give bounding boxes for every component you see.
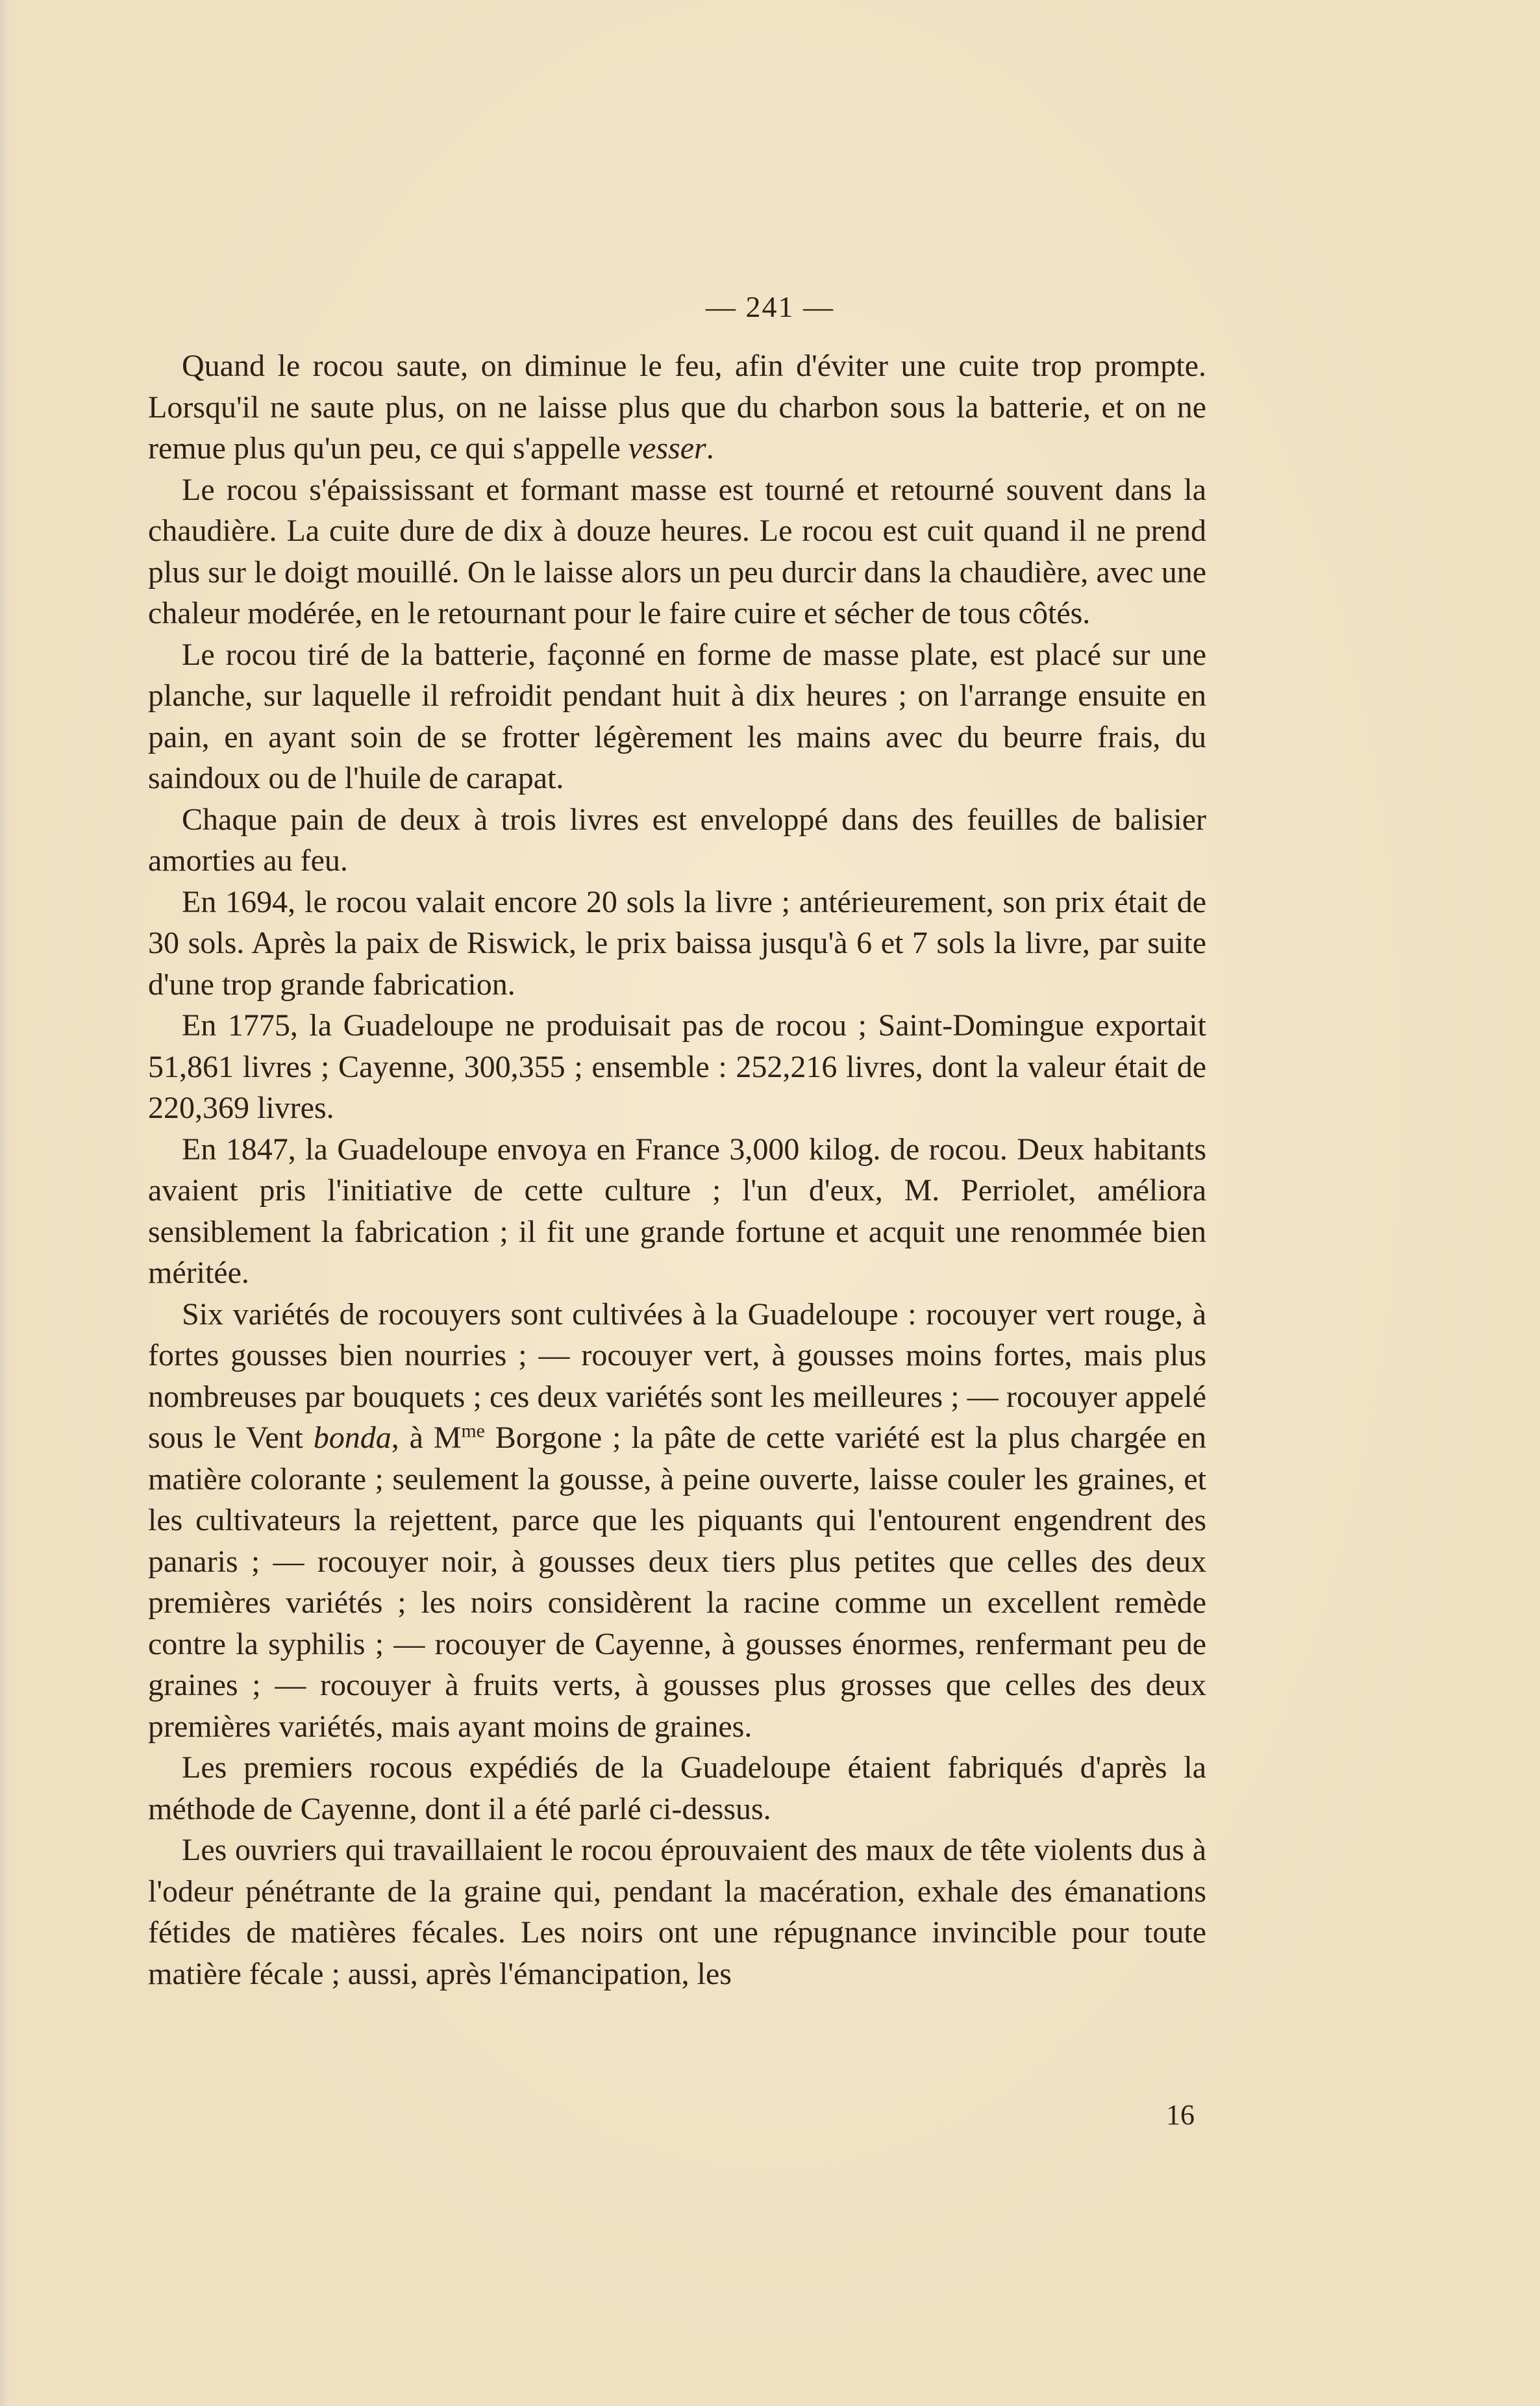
- page-number: — 241 —: [706, 290, 834, 323]
- italic-term: vesser: [628, 431, 706, 465]
- paragraph-8: Six variétés de rocouyers sont cultivées à la Guadeloupe : rocouyer vert rouge, à fortes gousses bien nourries ; — rocouyer vert, à gousses moins fortes, mais plus nombreuses par bouquets ; ces deux variétés sont les meilleures ; — rocouyer appelé sous le Vent bonda, à $M^{me}$ Borgone ; la pâte de cette variété est la plus chargée en matière colorante ; seulement la gousse, à peine ouverte, laisse couler les graines, et les cultivateurs la rejettent, parce que les piquants qui l'entourent engendrent des panaris ; — rocouyer noir, à gousses deux tiers plus petites que celles des deux premières variétés ; les noirs considèrent la racine comme un excellent remède contre la syphilis ; — rocouyer de Cayenne, à gousses énormes, renfermant peu de graines ; — rocouyer à fruits verts, à gousses plus grosses que celles des deux premières variétés, mais ayant moins de graines.: [148, 1296, 1206, 1744]
- superscript: me: [461, 1420, 485, 1442]
- italic-term: bonda: [313, 1420, 391, 1455]
- paragraph-1: Quand le rocou saute, on diminue le feu, afin d'éviter une cuite trop prompte. Lorsqu'il ne saute plus, on ne laisse plus que du charbon sous la batterie, et on ne remue plus qu'un peu, ce qui s'appelle vesser.: [148, 349, 1206, 465]
- paragraph-5: En 1694, le rocou valait encore 20 sols la livre ; antérieurement, son prix était de 30 sols. Après la paix de Riswick, le prix baissa jusqu'à 6 et 7 sols la livre, par suite d'une trop grande fabrication.: [148, 884, 1206, 1002]
- paragraph-2: Le rocou s'épaississant et formant masse est tourné et retourné souvent dans la chaudière. La cuite dure de dix à douze heures. Le rocou est cuit quand il ne prend plus sur le doigt mouillé. On le laisse alors un peu durcir dans la chaudière, avec une chaleur modérée, en le retournant pour le faire cuire et sécher de tous côtés.: [148, 472, 1206, 630]
- paragraph-4: Chaque pain de deux à trois livres est enveloppé dans des feuilles de balisier amorties au feu.: [148, 802, 1206, 878]
- body-text: [148, 345, 1206, 1994]
- paragraph-7: En 1847, la Guadeloupe envoya en France 3,000 kilog. de rocou. Deux habitants avaient pris l'initiative de cette culture ; l'un d'eux, M. Perriolet, améliora sensiblement la fabrication ; il fit une grande fortune et acquit une renommée bien méritée.: [148, 1132, 1206, 1290]
- paragraph-6: En 1775, la Guadeloupe ne produisait pas de rocou ; Saint-Domingue exportait 51,861 livres ; Cayenne, 300,355 ; ensemble : 252,216 livres, dont la valeur était de 220,369 livres.: [148, 1008, 1206, 1125]
- page-edge-shadow: [0, 0, 9, 2406]
- signature-mark: 16: [1166, 2099, 1195, 2131]
- paragraph-10: Les ouvriers qui travaillaient le rocou éprouvaient des maux de tête violents dus à l'odeur pénétrante de la graine qui, pendant la macération, exhale des émanations fétides de matières fécales. Les noirs ont une répugnance invincible pour toute matière fécale ; aussi, après l'émancipation, les: [148, 1833, 1206, 1991]
- paragraph-3: Le rocou tiré de la batterie, façonné en forme de masse plate, est placé sur une planche, sur laquelle il refroidit pendant huit à dix heures ; on l'arrange ensuite en pain, en ayant soin de se frotter légèrement les mains avec du beurre frais, du saindoux ou de l'huile de carapat.: [148, 637, 1206, 795]
- paragraph-9: Les premiers rocous expédiés de la Guadeloupe étaient fabriqués d'après la méthode de Cayenne, dont il a été parlé ci-dessus.: [148, 1750, 1206, 1826]
